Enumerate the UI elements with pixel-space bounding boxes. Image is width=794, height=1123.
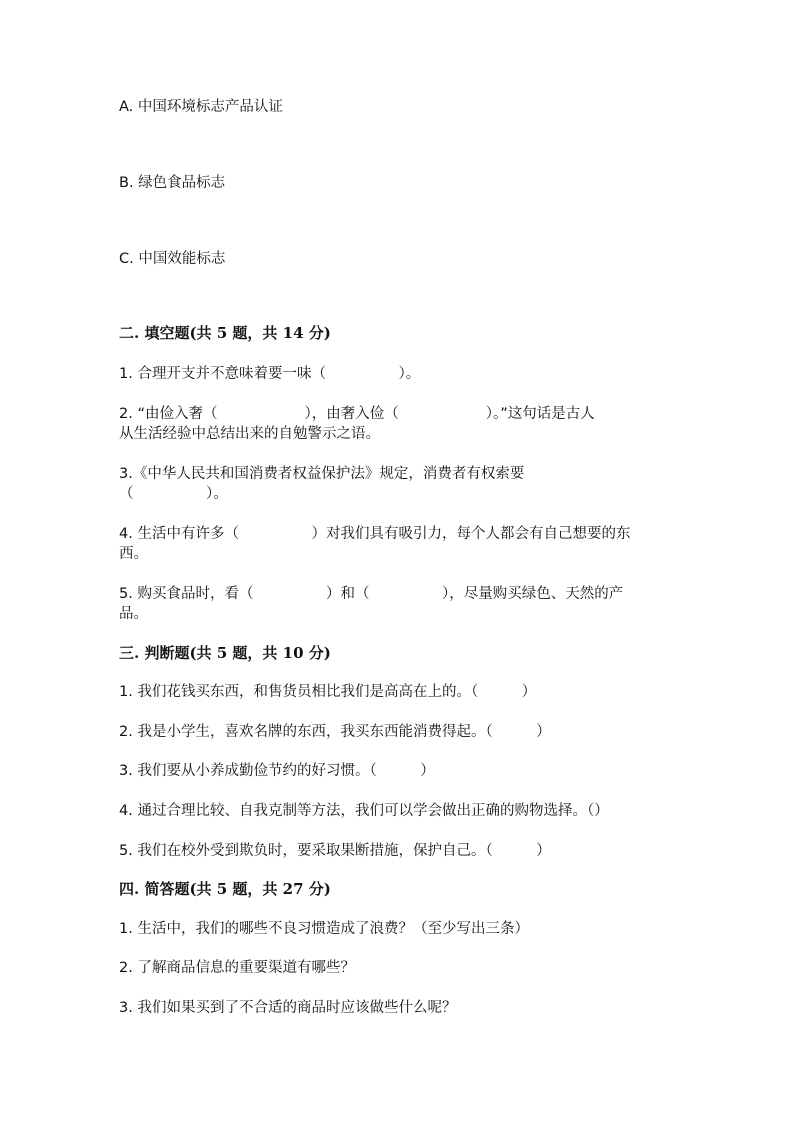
short-answer-q1: 1. 生活中，我们的哪些不良习惯造成了浪费？（至少写出三条） [119,921,529,937]
true-false-q5: 5. 我们在校外受到欺负时，要采取果断措施，保护自己。（ ） [119,843,551,859]
short-answer-q3: 3. 我们如果买到了不合适的商品时应该做些什么呢？ [119,1000,457,1016]
fill-blank-q2-line2: 从生活经验中总结出来的自勉警示之语。 [119,426,380,442]
choice-c: C. 中国效能标志 [119,251,226,267]
true-false-q3: 3. 我们要从小养成勤俭节约的好习惯。（ ） [119,763,435,779]
fill-blank-q4-line1: 4. 生活中有许多（ ）对我们具有吸引力，每个人都会有自己想要的东 [119,526,631,542]
true-false-q4: 4. 通过合理比较、自我克制等方法，我们可以学会做出正确的购物选择。（） [119,803,609,819]
fill-blank-q1: 1. 合理开支并不意味着要一味（ ）。 [119,366,421,382]
section-fill-blank-title: 二. 填空题(共 5 题，共 14 分) [119,324,331,342]
fill-blank-q2-line1: 2. “由俭入奢（ ），由奢入俭（ ）。”这句话是古人 [119,406,595,422]
true-false-q2: 2. 我是小学生，喜欢名牌的东西，我买东西能消费得起。（ ） [119,724,551,740]
choice-b: B. 绿色食品标志 [119,175,226,191]
choice-a: A. 中国环境标志产品认证 [119,99,283,115]
fill-blank-q5-line1: 5. 购买食品时，看（ ）和（ ），尽量购买绿色、天然的产 [119,586,624,602]
section-short-answer-title: 四. 简答题(共 5 题，共 27 分) [119,880,331,898]
fill-blank-q3-line1: 3.《中华人民共和国消费者权益保护法》规定，消费者有权索要 [119,466,525,482]
fill-blank-q4-line2: 西。 [119,546,148,562]
fill-blank-q3-line2: （ ）。 [119,486,228,502]
true-false-q1: 1. 我们花钱买东西，和售货员相比我们是高高在上的。（ ） [119,684,537,700]
section-true-false-title: 三. 判断题(共 5 题，共 10 分) [119,644,331,662]
fill-blank-q5-line2: 品。 [119,606,148,622]
short-answer-q2: 2. 了解商品信息的重要渠道有哪些？ [119,960,355,976]
